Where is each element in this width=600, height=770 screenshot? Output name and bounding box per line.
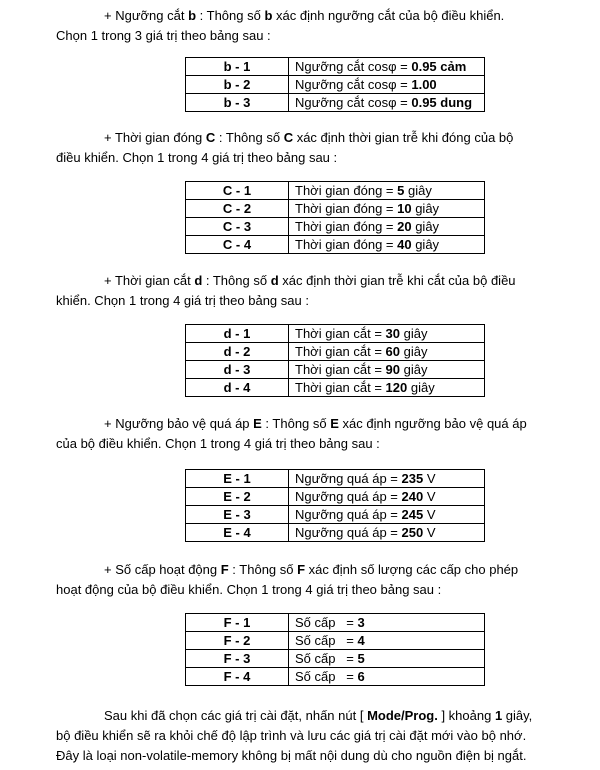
table-d [185, 324, 485, 397]
table-row: C - 4 Thời gian đóng = 40 giây [186, 236, 485, 254]
section-f-text: + Số cấp hoạt động F : Thông số F xác định số lượng các cấp cho phép hoạt động của bộ điều khiển. Chọn 1 trong 4 giá trị theo bảng sau : [56, 562, 519, 597]
table-row: E - 3 Ngưỡng quá áp = 245 V [186, 506, 485, 524]
table-row: F - 1 Số cấp = 3 [186, 614, 485, 632]
table-row: b - 2 Ngưỡng cắt cosφ = 1.00 [186, 76, 485, 94]
table-row: E - 4 Ngưỡng quá áp = 250 V [186, 524, 485, 542]
table-row: E - 2 Ngưỡng quá áp = 240 V [186, 488, 485, 506]
table-c [185, 181, 485, 254]
table-row: d - 2 Thời gian cắt = 60 giây [186, 343, 485, 361]
table-row: C - 2 Thời gian đóng = 10 giây [186, 200, 485, 218]
table-b [185, 57, 485, 112]
table-e [185, 469, 485, 542]
section-c-text: + Thời gian đóng C : Thông số C xác định thời gian trễ khi đóng của bộ điều khiển. Chọn 1 trong 4 giá trị theo bảng sau : [56, 130, 514, 165]
section-e-text: + Ngưỡng bảo vệ quá áp E : Thông số E xác định ngưỡng bảo vệ quá áp của bộ điều khiển. Chọn 1 trong 4 giá trị theo bảng sau : [56, 416, 527, 451]
footer-text: Sau khi đã chọn các giá trị cài đặt, nhấn nút [ Mode/Prog. ] khoảng 1 giây, bộ điều khiển sẽ ra khỏi chế độ lập trình và lưu các giá trị cài đặt mới vào bộ nhớ. Đây là loại non-volatile-memory không bị mất nội dung dù cho nguồn điện bị ngắt. [56, 708, 533, 763]
table-f [185, 613, 485, 686]
table-row: d - 3 Thời gian cắt = 90 giây [186, 361, 485, 379]
table-row: C - 1 Thời gian đóng = 5 giây [186, 182, 485, 200]
table-row: F - 2 Số cấp = 4 [186, 632, 485, 650]
table-row: F - 3 Số cấp = 5 [186, 650, 485, 668]
table-row: b - 3 Ngưỡng cắt cosφ = 0.95 dung [186, 94, 485, 112]
table-row: C - 3 Thời gian đóng = 20 giây [186, 218, 485, 236]
table-row: E - 1 Ngưỡng quá áp = 235 V [186, 470, 485, 488]
section-d-text: + Thời gian cắt d : Thông số d xác định thời gian trễ khi cắt của bộ điều khiển. Chọn 1 trong 4 giá trị theo bảng sau : [56, 273, 516, 308]
table-row: F - 4 Số cấp = 6 [186, 668, 485, 686]
table-row: b - 1 Ngưỡng cắt cosφ = 0.95 cảm [186, 58, 485, 76]
table-row: d - 4 Thời gian cắt = 120 giây [186, 379, 485, 397]
section-b-text: + Ngưỡng cắt b : Thông số b xác định ngưỡng cắt của bộ điều khiển. Chọn 1 trong 3 giá trị theo bảng sau : [56, 8, 505, 43]
table-row: d - 1 Thời gian cắt = 30 giây [186, 325, 485, 343]
